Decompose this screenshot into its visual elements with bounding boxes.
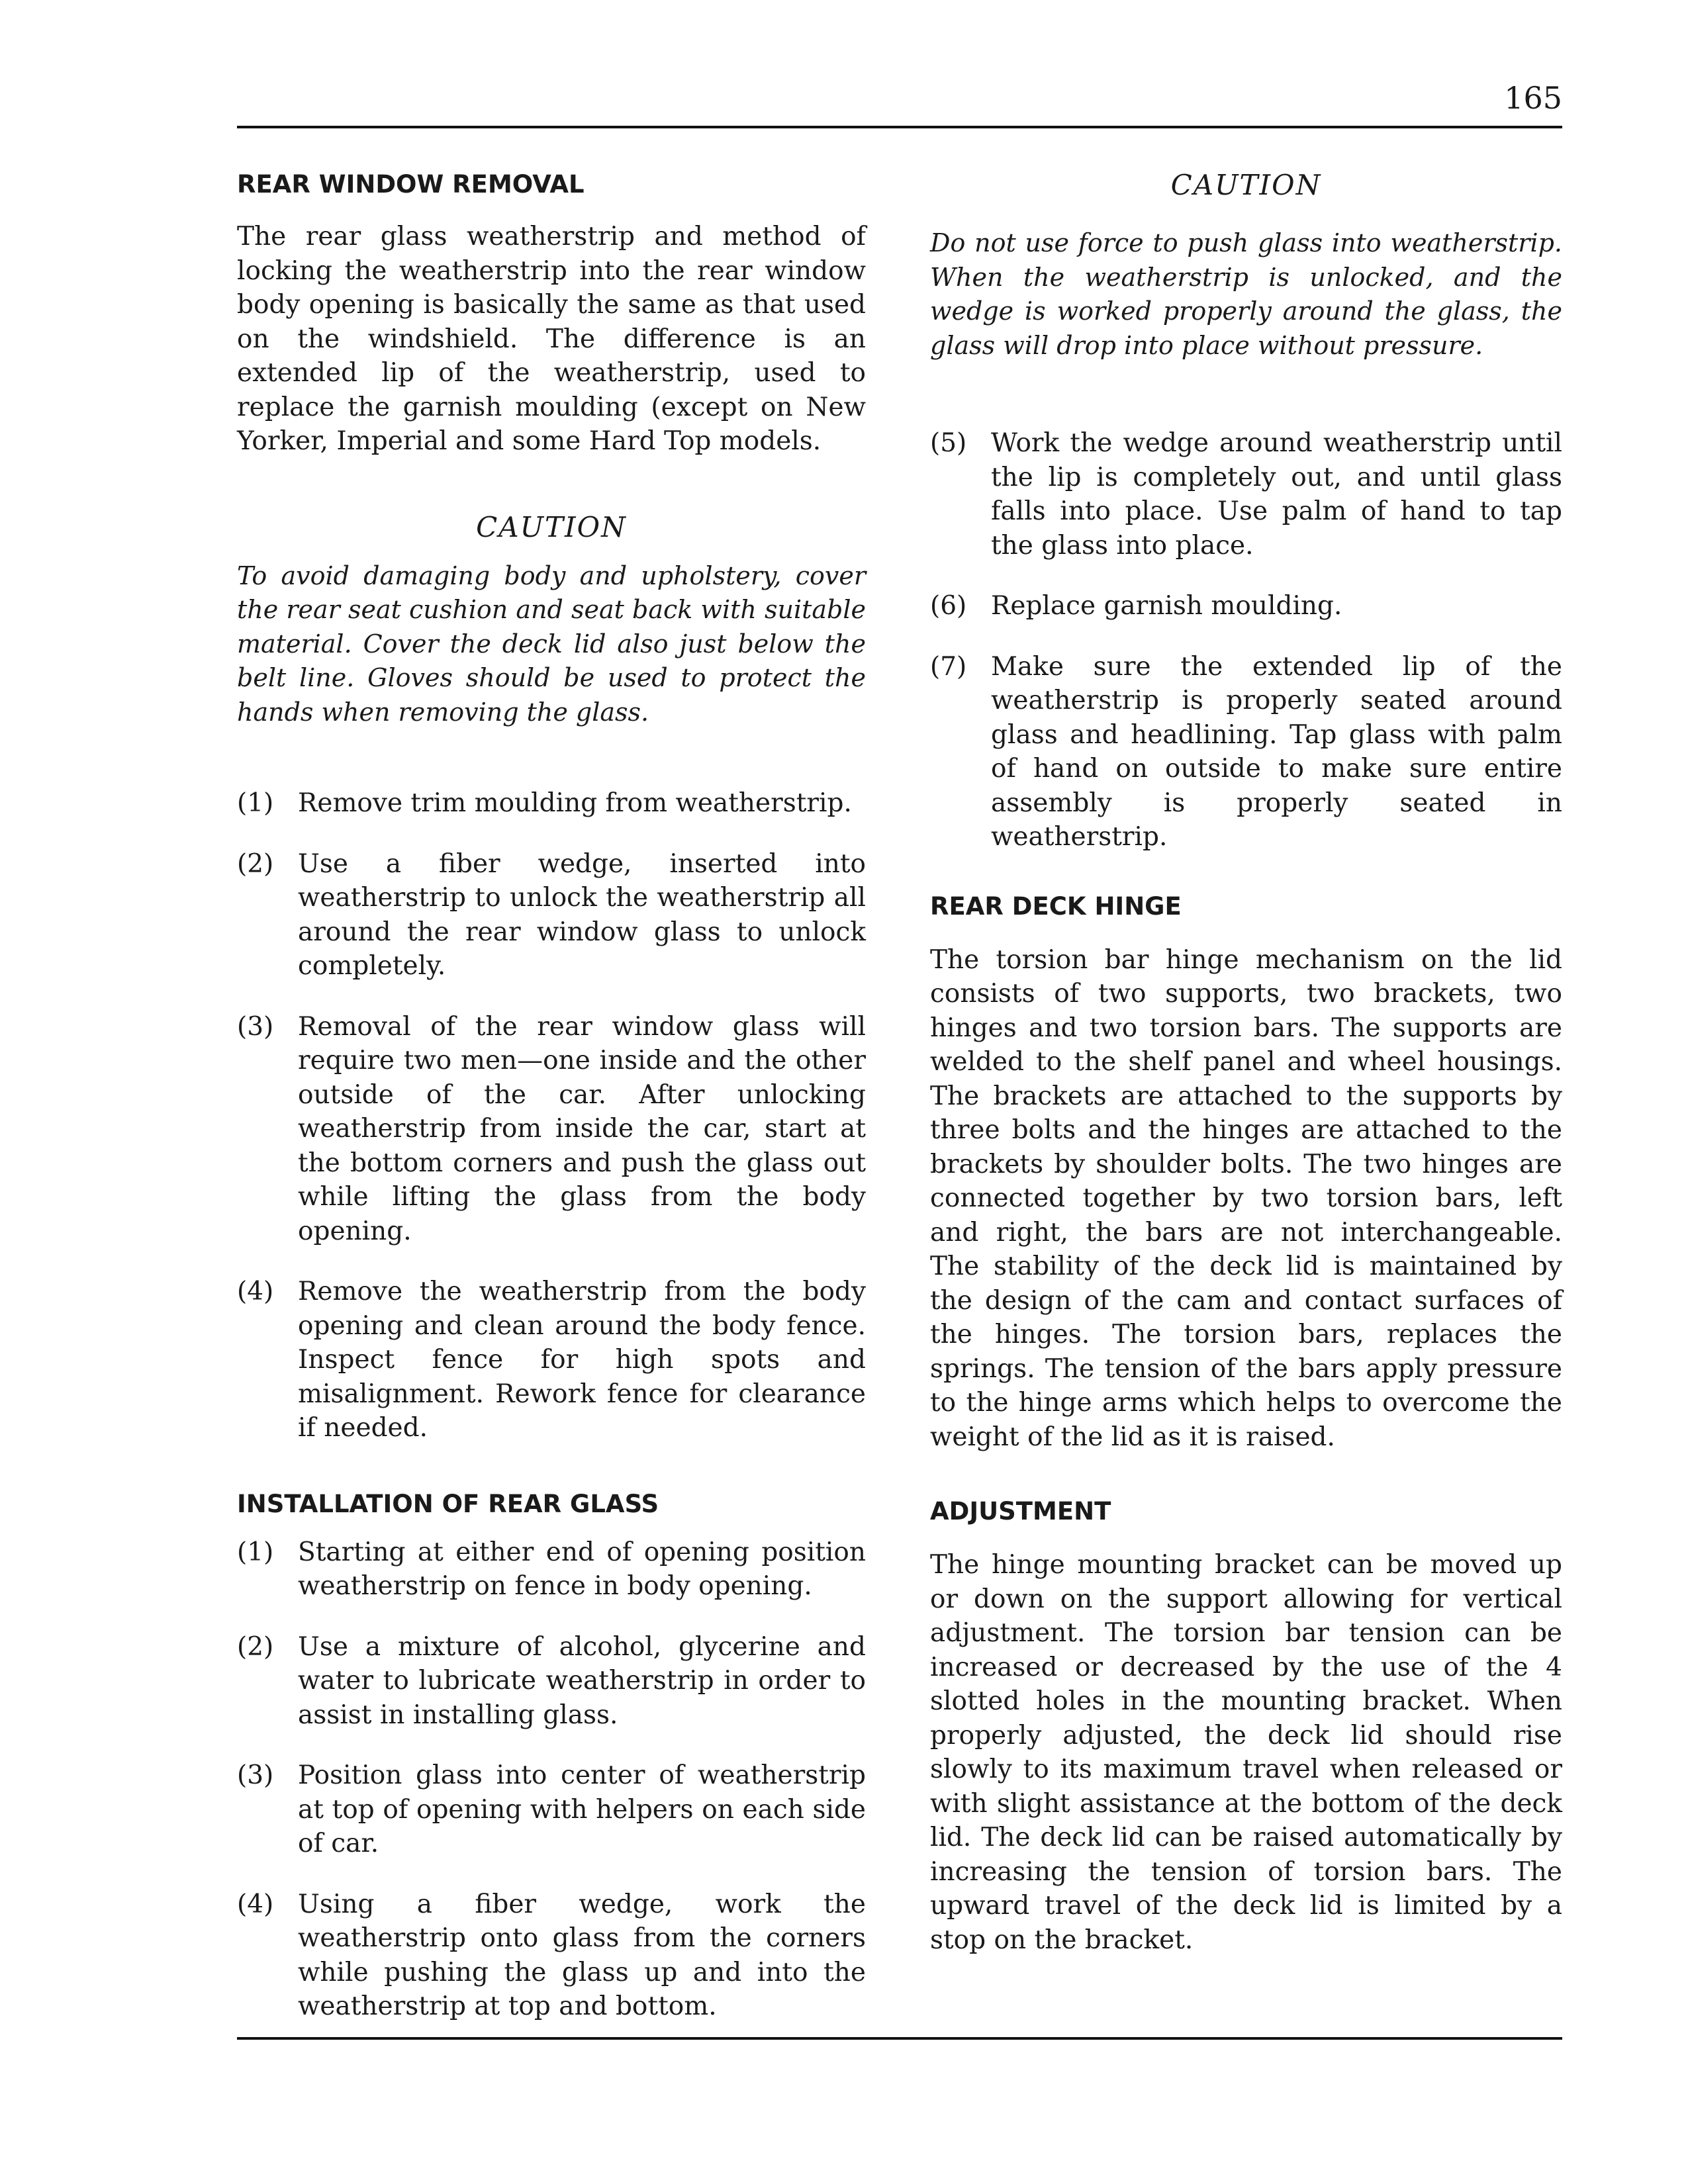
list-item: [237, 1758, 866, 1861]
list-item: [237, 847, 866, 983]
step-number: (1): [237, 1537, 274, 1567]
list-item: [930, 426, 1562, 563]
step-text: Remove the weatherstrip from the body opening and clean around the body fence. Inspect fence for high spots and misalignment. Rework fence for clearance if needed.: [298, 1277, 866, 1443]
step-number: (3): [237, 1011, 274, 1042]
caution-title-left: CAUTION: [476, 510, 627, 543]
caution-title-right: CAUTION: [1170, 169, 1322, 201]
rear-window-removal-intro: The rear glass weatherstrip and method of locking the weatherstrip into the rear window body opening is basically the same as that used on the windshield. The difference is an extended lip of the weatherstrip, used to replace the garnish moulding (except on New Yorker, Imperial and some Hard Top models.: [237, 222, 866, 456]
step-number: (7): [930, 651, 967, 682]
step-text: Using a fiber wedge, work the weatherstrip onto glass from the corners while pushing the glass up and into the weatherstrip at top and bottom.: [298, 1889, 866, 2021]
list-item: [930, 589, 1562, 623]
footer-rule: [237, 2037, 1562, 2040]
step-number: (2): [237, 1631, 274, 1662]
step-text: Use a fiber wedge, inserted into weatherstrip to unlock the weatherstrip all around the rear window glass to unlock completely.: [298, 848, 866, 981]
list-item: [237, 1630, 866, 1733]
step-text: Remove trim moulding from weatherstrip.: [298, 788, 852, 818]
list-item: [237, 1275, 866, 1445]
step-number: (2): [237, 848, 274, 879]
list-item: [237, 1010, 866, 1249]
caution-text-left: To avoid damaging body and upholstery, cover the rear seat cushion and seat back with suitable material. Cover the deck lid also just below the belt line. Gloves should be used to protect the hands when removing the glass.: [237, 561, 866, 727]
step-number: (6): [930, 591, 967, 621]
step-text: Replace garnish moulding.: [991, 591, 1342, 621]
step-text: Use a mixture of alcohol, glycerine and water to lubricate weatherstrip in order to assist in installing glass.: [298, 1631, 866, 1730]
step-number: (1): [237, 788, 274, 818]
list-item: [237, 1535, 866, 1604]
page-number: 165: [1504, 80, 1562, 116]
step-text: Make sure the extended lip of the weatherstrip is properly seated around glass and headlining. Tap glass with palm of hand on outside to make sure entire assembly is properly seated in weatherstrip.: [991, 651, 1562, 852]
rear-deck-hinge-heading: REAR DECK HINGE: [930, 891, 1182, 921]
caution-text-right: Do not use force to push glass into weatherstrip. When the weatherstrip is unlocked, and the wedge is worked properly around the glass, the glass will drop into place without pressure.: [930, 228, 1562, 360]
right-column: [930, 164, 1562, 1957]
step-text: Removal of the rear window glass will require two men—one inside and the other outside of the car. After unlocking weatherstrip from inside the car, start at the bottom corners and push the glass out while lifting the glass from the body opening.: [298, 1011, 866, 1246]
step-number: (3): [237, 1760, 274, 1790]
rear-deck-hinge-text: The torsion bar hinge mechanism on the lid consists of two supports, two brackets, two hinges and two torsion bars. The supports are welded to the shelf panel and wheel housings. The brackets are attached to the supports by three bolts and the hinges are attached to the brackets by shoulder bolts. The two hinges are connected together by two torsion bars, left and right, the bars are not interchangeable. The stability of the deck lid is maintained by the design of the cam and contact surfaces of the hinges. The torsion bars, replaces the springs. The tension of the bars apply pressure to the hinge arms which helps to overcome the weight of the lid as it is raised.: [930, 944, 1562, 1452]
step-text: Work the wedge around weatherstrip until the lip is completely out, and until glass falls into place. Use palm of hand to tap the glass into place.: [991, 428, 1562, 561]
left-column: [237, 164, 866, 2024]
list-item: [237, 1888, 866, 2024]
rear-window-removal-heading: REAR WINDOW REMOVAL: [237, 170, 585, 199]
list-item: [930, 650, 1562, 854]
step-text: Starting at either end of opening position weatherstrip on fence in body opening.: [298, 1537, 866, 1601]
installation-heading: INSTALLATION OF REAR GLASS: [237, 1489, 659, 1518]
step-number: (4): [237, 1277, 274, 1306]
header-rule: [237, 126, 1562, 128]
step-number: (4): [237, 1889, 274, 1919]
step-text: Position glass into center of weatherstrip at top of opening with helpers on each side of car.: [298, 1760, 866, 1858]
adjustment-heading: ADJUSTMENT: [930, 1497, 1111, 1525]
adjustment-text: The hinge mounting bracket can be moved up or down on the support allowing for vertical adjustment. The torsion bar tension can be increased or decreased by the use of the 4 slotted holes in the mounting bracket. When properly adjusted, the deck lid should rise slowly to its maximum travel when released or with slight assistance at the bottom of the deck lid. The deck lid can be raised automatically by increasing the tension of torsion bars. The upward travel of the deck lid is limited by a stop on the bracket.: [930, 1550, 1562, 1955]
step-number: (5): [930, 428, 967, 458]
list-item: [237, 786, 866, 821]
